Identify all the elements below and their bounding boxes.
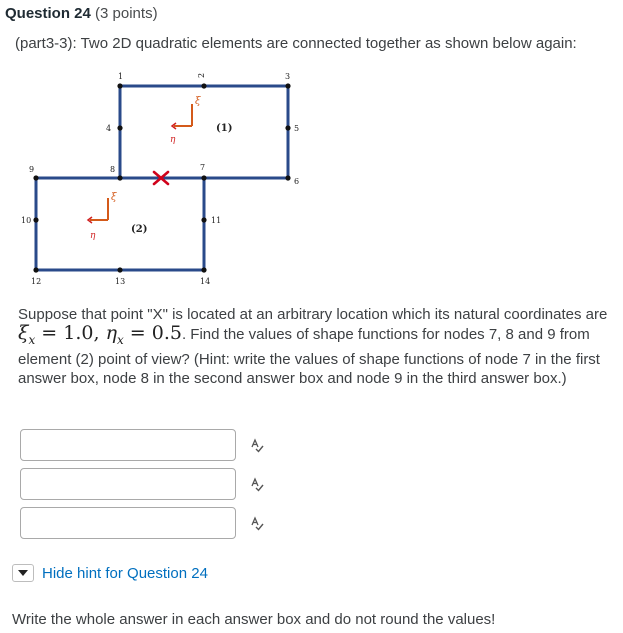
caret-down-icon xyxy=(12,564,34,582)
node-11 xyxy=(201,217,206,222)
spell-check-icon[interactable] xyxy=(249,515,265,531)
node-label-7: 7 xyxy=(200,163,206,172)
question-title: Question 24 xyxy=(5,5,91,22)
question-paragraph xyxy=(18,305,618,388)
node-label-2: 2 xyxy=(197,72,206,78)
node-label-8: 8 xyxy=(110,165,116,174)
element-2-label: (2) xyxy=(131,224,148,235)
question-part-text: (part3-3): Two 2D quadratic elements are connected together as shown below again: xyxy=(15,35,577,52)
paragraph-text-before: Suppose that point "X" is located at an arbitrary location which its natural coordinates are xyxy=(18,306,608,323)
answer-box-node-9[interactable] xyxy=(20,507,236,539)
hint-toggle[interactable] xyxy=(12,564,208,582)
node-label-6: 6 xyxy=(294,177,300,186)
node-14 xyxy=(201,267,206,272)
element-2-xi: ξ xyxy=(111,192,117,203)
node-label-11: 11 xyxy=(211,216,222,225)
node-label-14: 14 xyxy=(200,277,211,286)
node-1 xyxy=(117,83,122,88)
question-header xyxy=(5,5,158,22)
node-9 xyxy=(33,175,38,180)
paragraph-text-after: . Find the values of shape functions for nodes 7, 8 and 9 from element (2) point of view? (Hint: write the values of shape functions of node 7 in the first answer box, node 8 in the second answer box and node 9 in the third answer box.) xyxy=(18,326,600,387)
node-12 xyxy=(33,267,38,272)
element-1-label: (1) xyxy=(216,123,233,134)
node-label-4: 4 xyxy=(106,124,112,133)
element-1-local-axes xyxy=(170,96,201,145)
node-8 xyxy=(117,175,122,180)
node-label-5: 5 xyxy=(294,124,300,133)
node-label-3: 3 xyxy=(285,72,291,81)
node-label-13: 13 xyxy=(115,277,126,286)
node-label-12: 12 xyxy=(31,277,42,286)
spell-check-icon[interactable] xyxy=(249,476,265,492)
node-6 xyxy=(285,175,290,180)
xi-x-expression: $\xi_x = 1.0$, $\eta_x = 0.5$ xyxy=(18,322,182,347)
spell-check-icon[interactable] xyxy=(249,437,265,453)
node-label-10: 10 xyxy=(21,216,32,225)
element-2-outline xyxy=(36,178,204,270)
element-2-eta: η xyxy=(90,231,96,241)
element-2-local-axes xyxy=(88,192,117,241)
node-13 xyxy=(117,267,122,272)
hint-text: Write the whole answer in each answer box and do not round the values! xyxy=(12,611,496,628)
question-points: (3 points) xyxy=(95,5,158,22)
node-3 xyxy=(285,83,290,88)
answer-box-node-8[interactable] xyxy=(20,468,236,500)
element-1-eta: η xyxy=(170,135,176,145)
node-10 xyxy=(33,217,38,222)
hint-toggle-label[interactable]: Hide hint for Question 24 xyxy=(42,564,208,582)
node-4 xyxy=(117,125,122,130)
node-label-9: 9 xyxy=(29,165,35,174)
node-7 xyxy=(201,175,206,180)
node-2 xyxy=(201,83,206,88)
node-5 xyxy=(285,125,290,130)
node-label-1: 1 xyxy=(118,72,124,81)
answer-box-node-7[interactable] xyxy=(20,429,236,461)
element-diagram xyxy=(0,66,320,296)
element-1-xi: ξ xyxy=(195,96,201,107)
